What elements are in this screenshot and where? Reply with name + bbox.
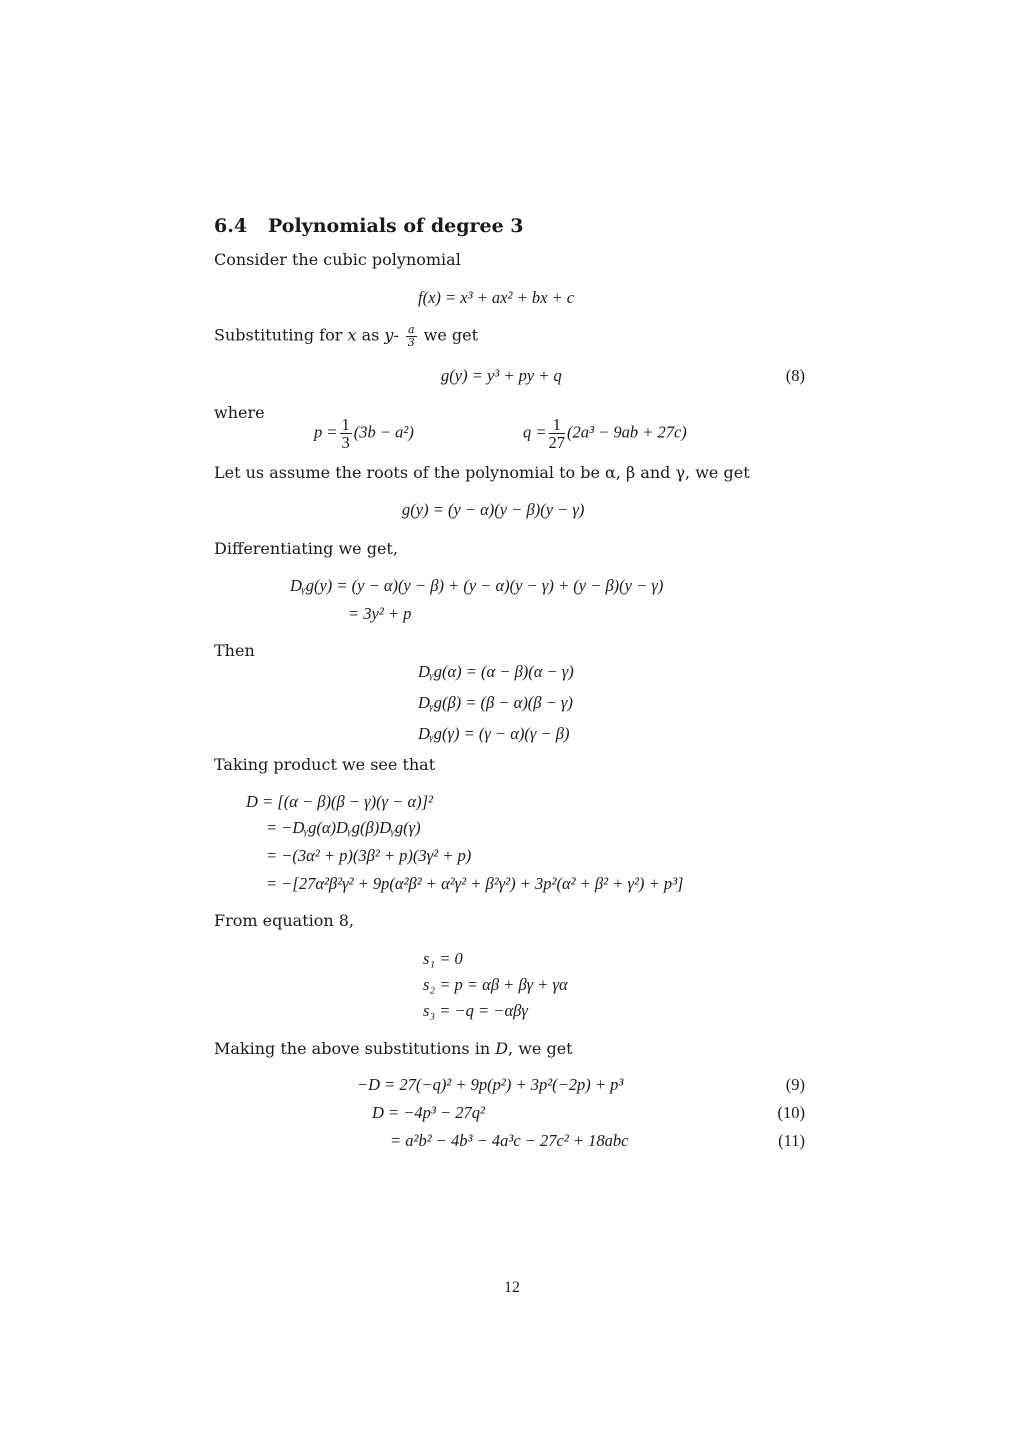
equation-s3: s₃ = −q = −αβγ [423,1001,528,1020]
equation-f-definition: f(x) = x³ + ax² + bx + c [418,288,575,307]
q-lhs: q = [523,422,547,442]
equation-product-line3: = −(3α² + p)(3β² + p)(3γ² + p) [266,846,472,865]
equation-q-definition [523,416,687,452]
p-fraction-num: 1 [341,415,350,434]
product-paragraph: Taking product we see that [214,755,436,774]
substituting-fraction-num: a [407,323,415,336]
substituting-text-c: we get [418,325,479,345]
equation-dg-alpha: Dᵧg(α) = (α − β)(α − γ) [418,662,574,681]
section-heading [214,215,524,238]
substituting-text-b: as [356,325,385,345]
substituting-paragraph [214,324,478,348]
equation-final-line1: −D = 27(−q)² + 9p(p²) + 3p²(−2p) + p³ [357,1075,624,1094]
equation-g-factored: g(y) = (y − α)(y − β)(y − γ) [402,500,585,519]
equation-number-8: (8) [785,366,805,385]
substituting-fraction-den: 3 [407,335,415,349]
substituting-fraction [406,324,417,348]
equation-g-definition: g(y) = y³ + py + q [441,366,562,385]
p-lhs: p = [314,422,338,442]
equation-s1: s₁ = 0 [423,949,463,968]
equation-derivative-line2: = 3y² + p [348,604,412,623]
q-fraction-den: 27 [548,433,566,453]
then-paragraph: Then [214,641,255,660]
roots-paragraph: Let us assume the roots of the polynomial to be α, β and γ, we get [214,463,750,482]
where-paragraph: where [214,403,265,422]
making-text-b: , we get [508,1039,573,1058]
p-rhs: (3b − a²) [353,422,414,442]
equation-p-definition [314,416,414,452]
equation-final-line2: D = −4p³ − 27q² [372,1103,485,1122]
q-fraction [549,416,566,452]
equation-number-10: (10) [777,1103,805,1122]
making-var-d: D [495,1039,509,1058]
q-fraction-num: 1 [549,416,566,434]
equation-final-line3: = a²b² − 4b³ − 4a³c − 27c² + 18abc [390,1131,629,1150]
equation-dg-beta: Dᵧg(β) = (β − α)(β − γ) [418,693,573,712]
substituting-var-x: x [347,325,357,345]
equation-number-9: (9) [785,1075,805,1094]
equation-product-line1: D = [(α − β)(β − γ)(γ − α)]² [246,792,433,811]
substituting-var-y: y [384,325,394,345]
section-title: Polynomials of degree 3 [268,215,524,237]
equation-dg-gamma: Dᵧg(γ) = (γ − α)(γ − β) [418,724,570,743]
substituting-dash: - [393,325,404,345]
page-number: 12 [504,1279,520,1296]
equation-s2: s₂ = p = αβ + βγ + γα [423,975,568,994]
p-fraction-den: 3 [341,433,350,453]
q-rhs: (2a³ − 9ab + 27c) [567,422,687,442]
making-substitutions-paragraph [214,1039,573,1058]
section-number: 6.4 [214,215,248,237]
substituting-text-a: Substituting for [214,325,348,345]
equation-derivative-line1: Dᵧg(y) = (y − α)(y − β) + (y − α)(y − γ) + (y − β)(y − γ) [290,576,664,595]
from-equation-paragraph: From equation 8, [214,911,355,930]
intro-paragraph: Consider the cubic polynomial [214,250,461,269]
equation-product-line4: = −[27α²β²γ² + 9p(α²β² + α²γ² + β²γ²) + 3p²(α² + β² + γ²) + p³] [266,874,684,893]
p-fraction [340,416,352,452]
equation-number-11: (11) [778,1131,805,1150]
equation-product-line2: = −Dᵧg(α)Dᵧg(β)Dᵧg(γ) [266,818,421,837]
making-text-a: Making the above substitutions in [214,1039,496,1058]
differentiating-paragraph: Differentiating we get, [214,539,398,558]
